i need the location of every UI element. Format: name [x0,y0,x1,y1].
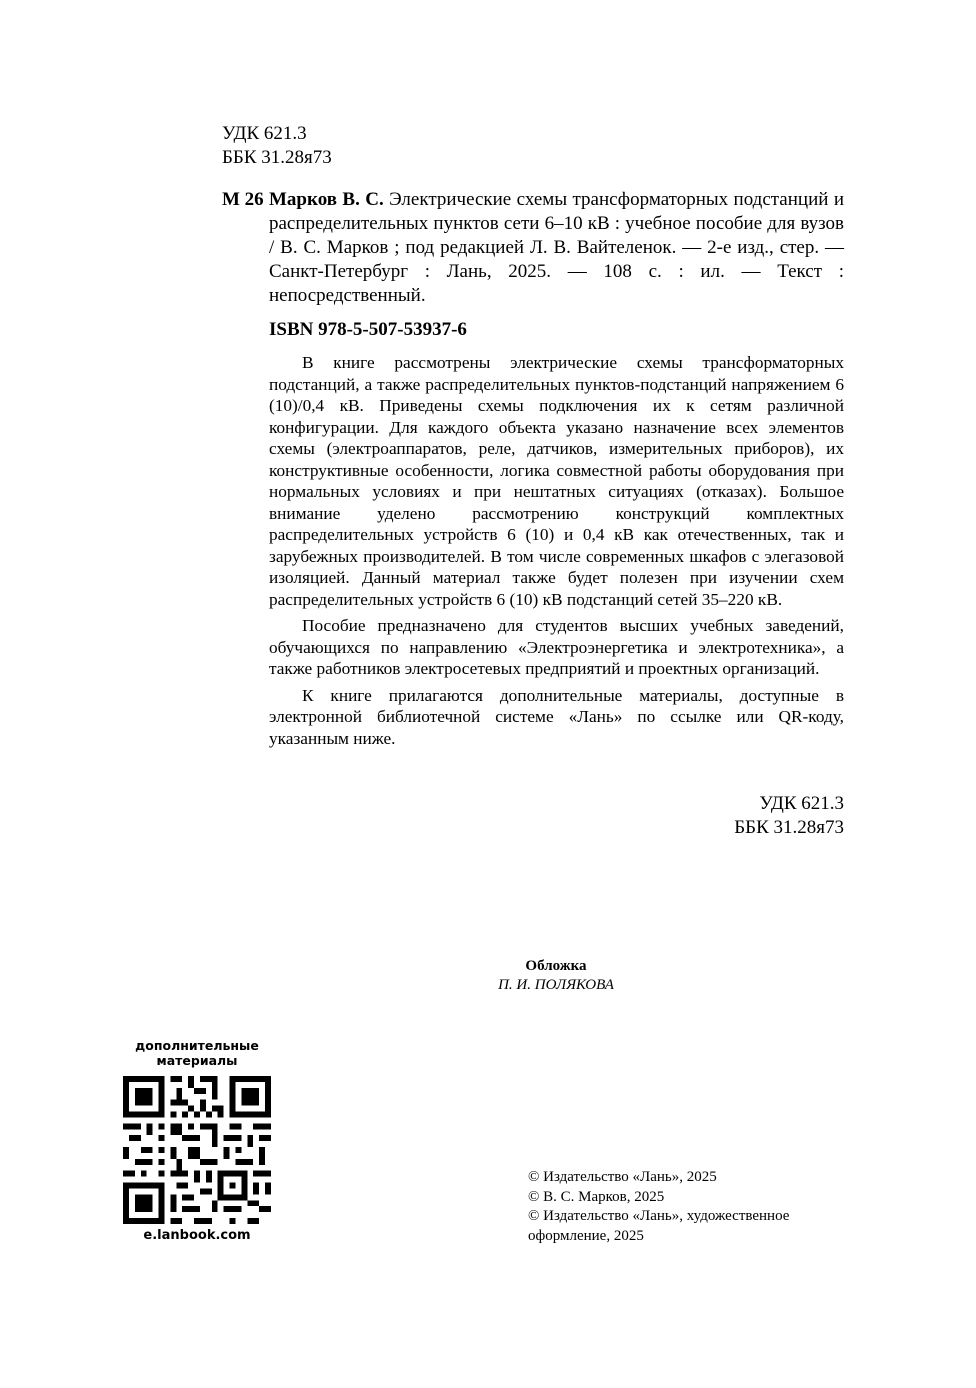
author-name: Марков В. С. [269,189,384,210]
bibliographic-description [269,188,844,308]
classification-top [222,122,332,170]
book-description: Электрические схемы трансформаторных подстанций и распределительных пунктов сети 6–10 кВ : учебное пособие для вузов / В. С. Марков ; под редакцией Л. В. Вайтеленок. — 2-е изд., стер. — Санкт-Петербург : Лань, 2025. — 108 с. : ил. — Текст : непосредственный. [269,189,844,306]
qr-caption-line1: дополнительные [135,1038,259,1053]
bbk-code: ББК 31.28я73 [222,147,332,168]
annotation [269,352,844,749]
bbk-code-bottom: ББК 31.28я73 [734,817,844,838]
cover-label: Обложка [525,958,587,974]
isbn: ISBN 978-5-507-53937-6 [269,319,467,340]
annotation-paragraph-2: Пособие предназначено для студентов высших учебных заведений, обучающихся по направлению «Электроэнергетика и электротехника», а также работников электросетевых предприятий и проектных организаций. [269,616,844,678]
cover-designer: П. И. ПОЛЯКОВА [498,977,614,993]
qr-url-link[interactable]: e.lanbook.com [143,1228,251,1243]
udk-code-bottom: УДК 621.3 [759,793,844,814]
copyright-line-2: © В. С. Марков, 2025 [528,1188,665,1205]
author-mark: М 26 [222,189,264,210]
copyright-line-1: © Издательство «Лань», 2025 [528,1169,717,1185]
qr-caption [122,1038,272,1068]
qr-block [122,1038,272,1243]
cover-credit [440,957,672,995]
classification-bottom [734,792,844,840]
udk-code: УДК 621.3 [222,123,307,144]
copyright-block [528,1168,838,1246]
copyright-line-3: © Издательство «Лань», художественное оформление, 2025 [528,1208,790,1244]
qr-caption-line2: материалы [156,1053,238,1068]
annotation-paragraph-1: В книге рассмотрены электрические схемы трансформаторных подстанций, а также распределительных пунктов-подстанций напряжением 6 (10)/0,4 кВ. Приведены схемы подключения их к сетям различной конфигурации. Для каждого объекта указано назначение всех элементов схемы (электроаппаратов, реле, датчиков, измерительных приборов), их конструктивные особенности, логика совместной работы оборудования при нормальных условиях и при нештатных ситуациях (отказах). Большое внимание уделено рассмотрению конструкций комплектных распределительных устройств 6 (10) и 0,4 кВ как отечественных, так и зарубежных производителей. В том числе современных шкафов с элегазовой изоляцией. Данный материал также будет полезен при изучении схем распределительных устройств 6 (10) кВ подстанций сетей 35–220 кВ. [269,353,844,609]
annotation-paragraph-3: К книге прилагаются дополнительные материалы, доступные в электронной библиотечной системе «Лань» по ссылке или QR-коду, указанным ниже. [269,685,844,748]
qr-code-icon[interactable] [123,1076,271,1224]
bibliographic-entry [222,188,844,308]
